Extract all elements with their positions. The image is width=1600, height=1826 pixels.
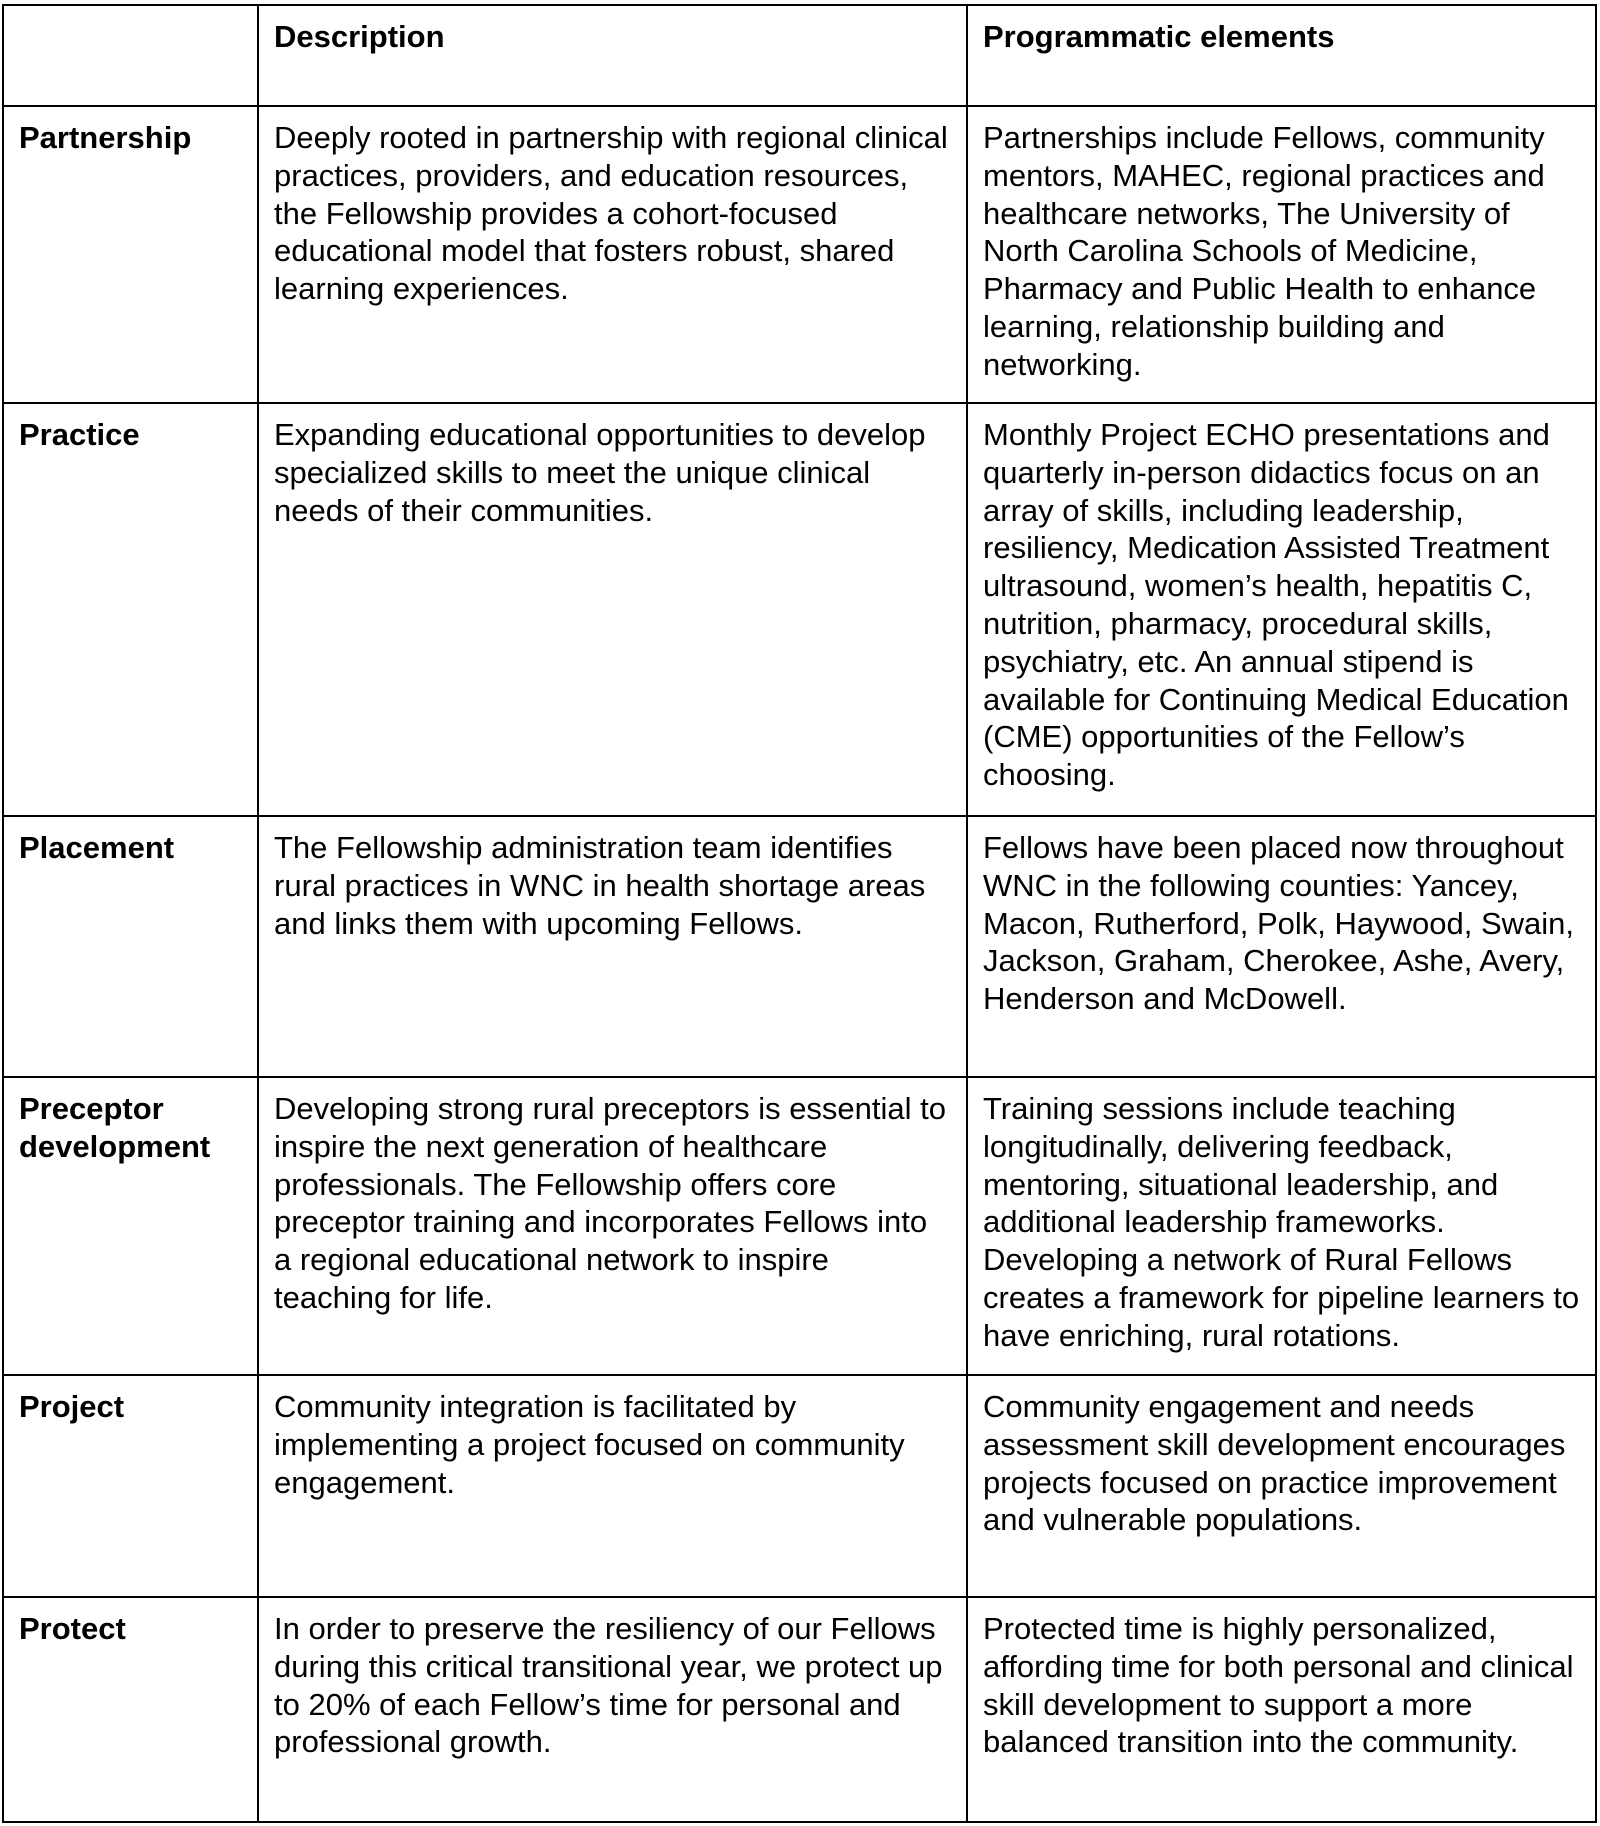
row-label: Protect (3, 1597, 258, 1822)
header-cell-description: Description (258, 5, 967, 106)
programmatic-elements-cell: Training sessions include teaching longitudinally, delivering feedback, mentoring, situational leadership, and additional leadership frameworks. Developing a network of Rural Fellows creates a framework for pipeline learners to have enriching, rural rotations. (967, 1077, 1596, 1375)
description-cell: Deeply rooted in partnership with regional clinical practices, providers, and education resources, the Fellowship provides a cohort-focused educational model that fosters robust, shared learning experiences. (258, 106, 967, 403)
table-row (3, 1597, 1596, 1822)
programmatic-elements-cell: Protected time is highly personalized, affording time for both personal and clinical skill development to support a more balanced transition into the community. (967, 1597, 1596, 1822)
row-label: Practice (3, 403, 258, 816)
description-cell: The Fellowship administration team identifies rural practices in WNC in health shortage areas and links them with upcoming Fellows. (258, 816, 967, 1077)
row-label: Project (3, 1375, 258, 1597)
header-cell-empty (3, 5, 258, 106)
header-cell-programmatic-elements: Programmatic elements (967, 5, 1596, 106)
row-label: Preceptor development (3, 1077, 258, 1375)
row-label: Partnership (3, 106, 258, 403)
description-cell: In order to preserve the resiliency of our Fellows during this critical transitional year, we protect up to 20% of each Fellow’s time for personal and professional growth. (258, 1597, 967, 1822)
programmatic-elements-cell: Monthly Project ECHO presentations and quarterly in-person didactics focus on an array of skills, including leadership, resiliency, Medication Assisted Treatment ultrasound, women’s health, hepatitis C, nutrition, pharmacy, procedural skills, psychiatry, etc. An annual stipend is available for Continuing Medical Education (CME) opportunities of the Fellow’s choosing. (967, 403, 1596, 816)
table-header-row (3, 5, 1596, 106)
table-row (3, 816, 1596, 1077)
programmatic-elements-cell: Fellows have been placed now throughout WNC in the following counties: Yancey, Macon, Rutherford, Polk, Haywood, Swain, Jackson, Graham, Cherokee, Ashe, Avery, Henderson and McDowell. (967, 816, 1596, 1077)
table-row (3, 403, 1596, 816)
programmatic-elements-cell: Partnerships include Fellows, community mentors, MAHEC, regional practices and healthcare networks, The University of North Carolina Schools of Medicine, Pharmacy and Public Health to enhance learning, relationship building and networking. (967, 106, 1596, 403)
programmatic-elements-cell: Community engagement and needs assessment skill development encourages projects focused on practice improvement and vulnerable populations. (967, 1375, 1596, 1597)
row-label: Placement (3, 816, 258, 1077)
description-cell: Community integration is facilitated by implementing a project focused on community engagement. (258, 1375, 967, 1597)
fellowship-pillars-table (2, 4, 1597, 1823)
description-cell: Expanding educational opportunities to develop specialized skills to meet the unique clinical needs of their communities. (258, 403, 967, 816)
table-row (3, 1375, 1596, 1597)
description-cell: Developing strong rural preceptors is essential to inspire the next generation of healthcare professionals. The Fellowship offers core preceptor training and incorporates Fellows into a regional educational network to inspire teaching for life. (258, 1077, 967, 1375)
table-row (3, 1077, 1596, 1375)
table-row (3, 106, 1596, 403)
